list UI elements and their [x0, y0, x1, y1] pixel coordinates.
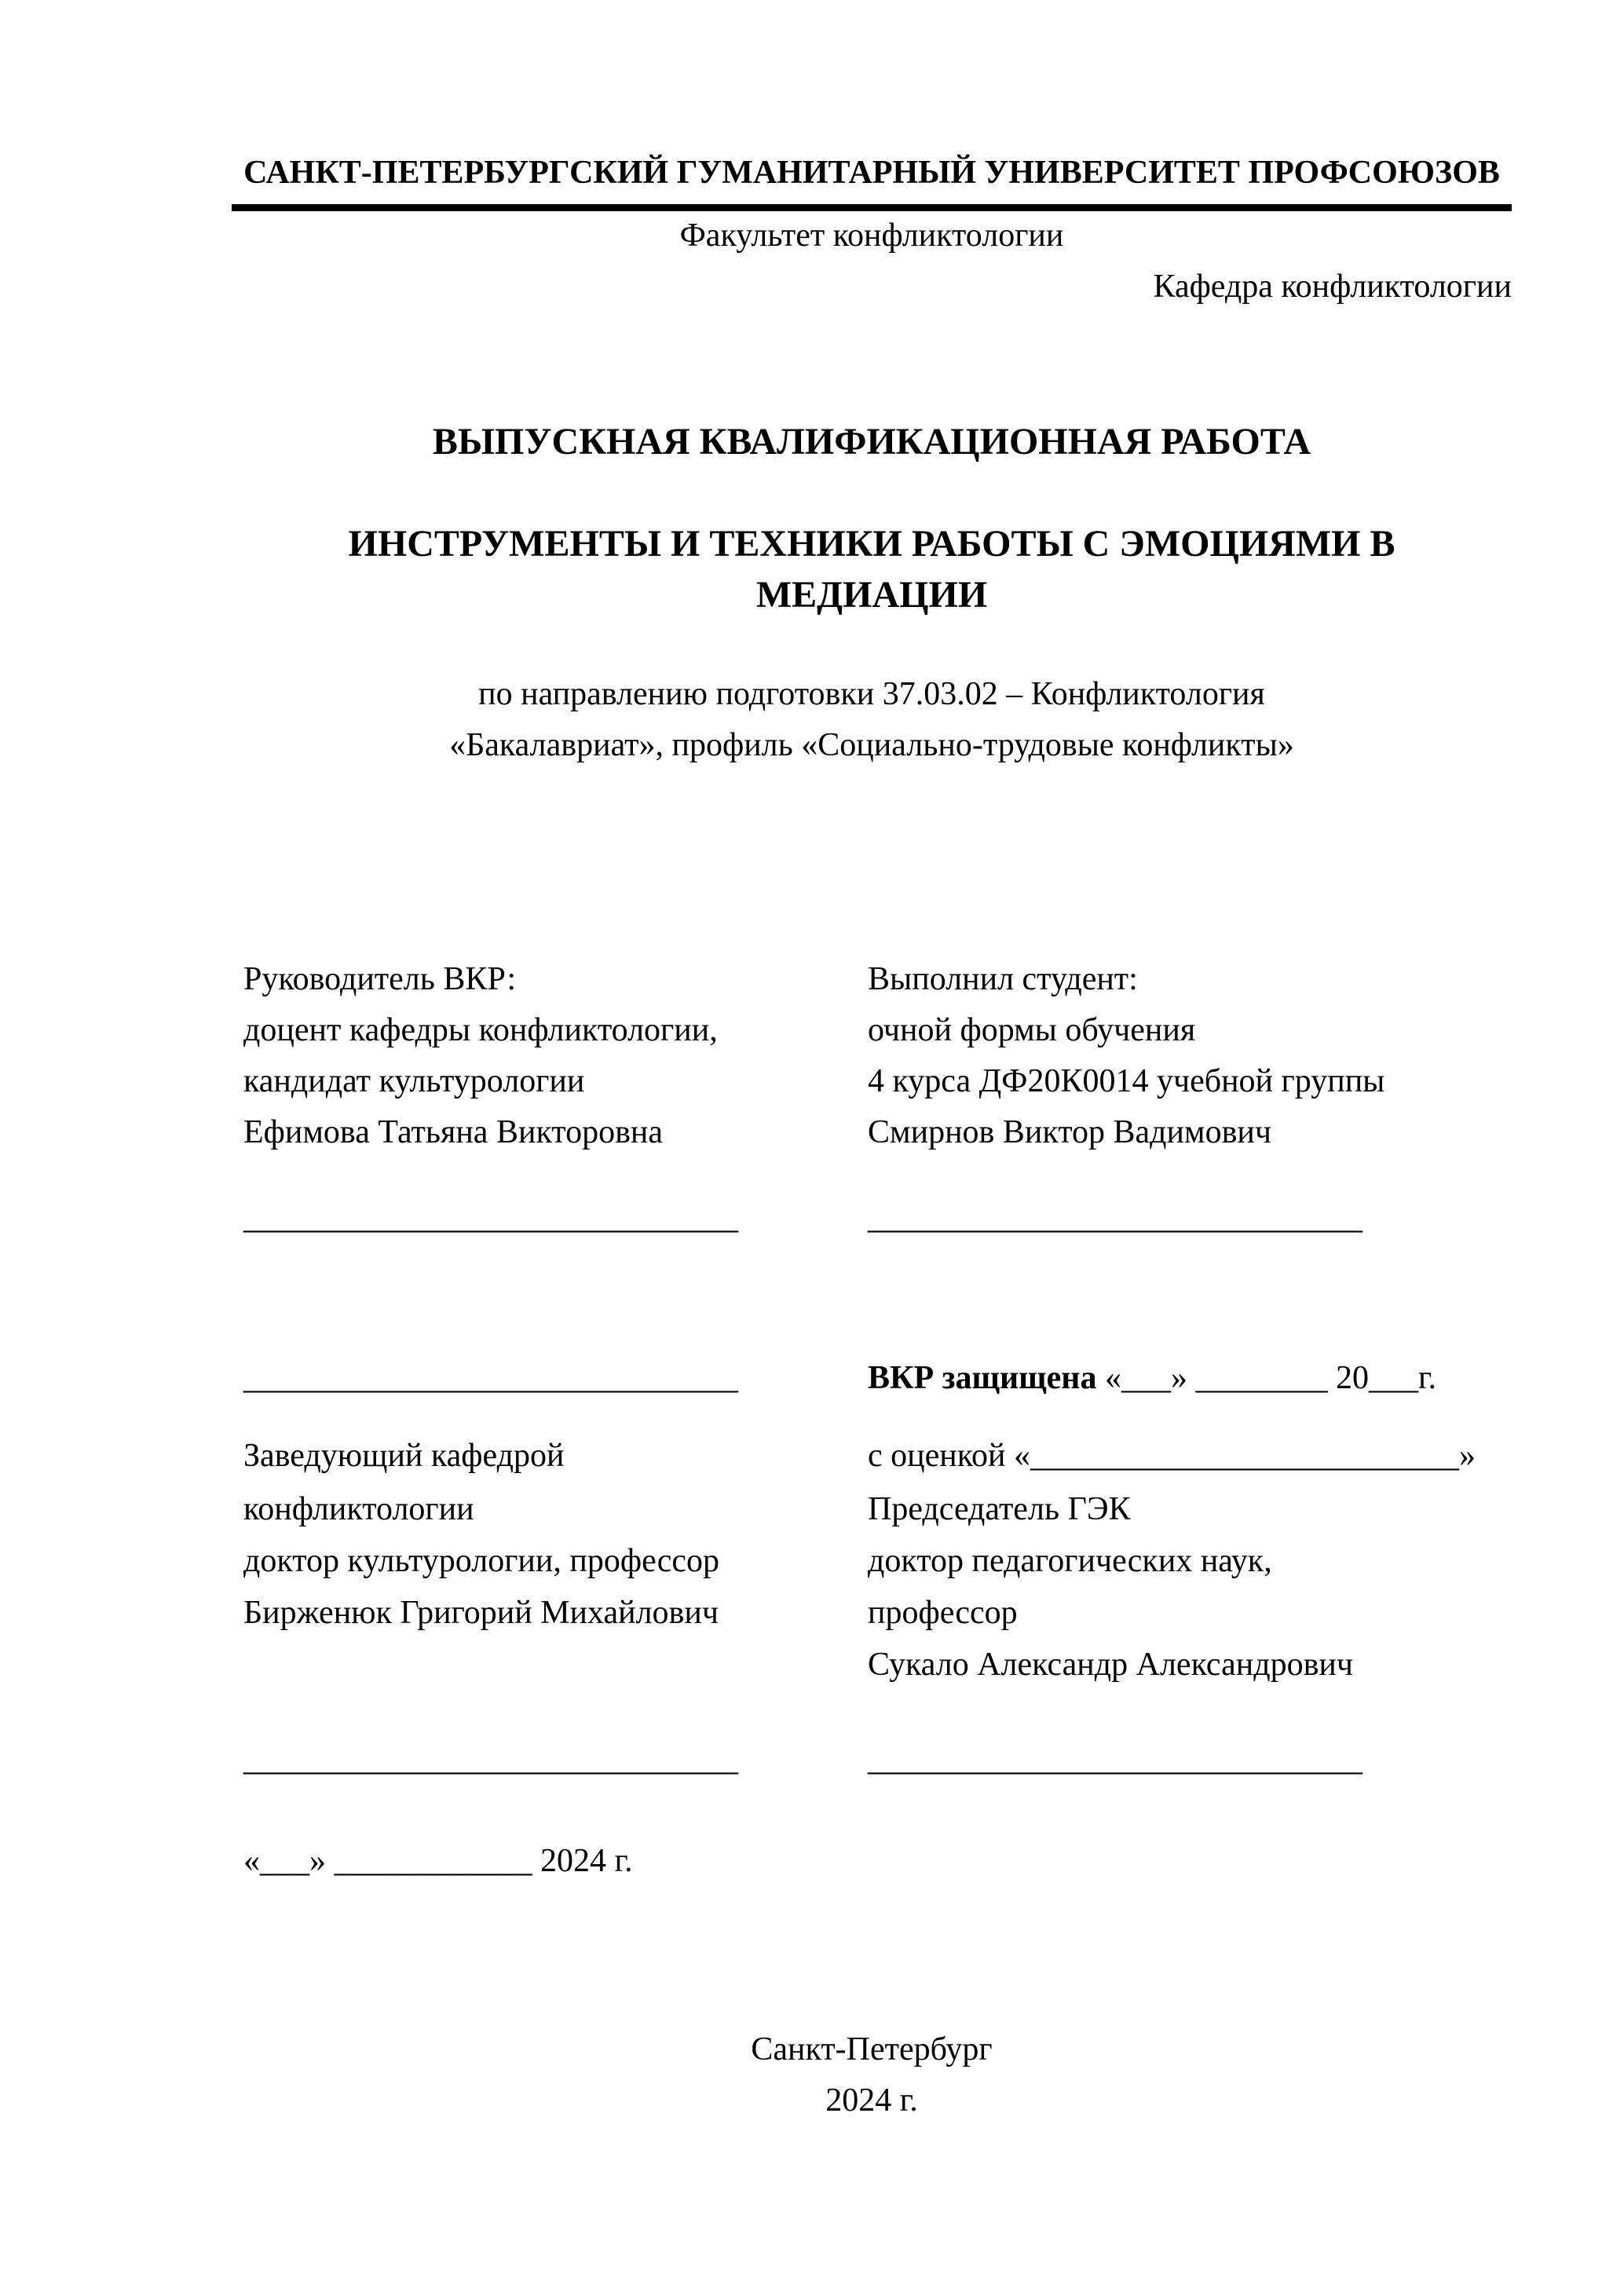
officials-row-5 — [243, 1640, 1508, 1691]
gek-chair-name: Сукало Александр Александрович — [868, 1647, 1354, 1683]
dept-head-date-placeholder: «___» ____________ 2024 г. — [243, 1843, 633, 1879]
dept-head-degree: доктор культурологии, профессор — [243, 1543, 720, 1579]
signature-row-2 — [243, 1735, 1508, 1786]
credentials-row-1 — [243, 954, 1508, 1005]
thesis-title-line1: ИНСТРУМЕНТЫ И ТЕХНИКИ РАБОТЫ С ЭМОЦИЯМИ В — [348, 523, 1395, 565]
supervisor-label: Руководитель ВКР: — [243, 961, 517, 997]
student-label: Выполнил студент: — [868, 961, 1138, 997]
defense-row — [243, 1353, 1508, 1404]
direction-line2: «Бакалавриат», профиль «Социально-трудовые конфликты» — [449, 727, 1294, 763]
officials-row-2 — [243, 1484, 1508, 1535]
footer-year: 2024 г. — [825, 2082, 918, 2119]
department-name: Кафедра конфликтологии — [1153, 269, 1512, 305]
work-type-heading: ВЫПУСКНАЯ КВАЛИФИКАЦИОННАЯ РАБОТА — [432, 421, 1311, 462]
gek-chair-rank: профессор — [868, 1595, 1018, 1631]
supervisor-name: Ефимова Татьяна Викторовна — [243, 1114, 664, 1150]
grade-placeholder: с оценкой «__________________________» — [868, 1438, 1476, 1474]
credentials-row-3 — [243, 1056, 1508, 1107]
gek-chair-degree: доктор педагогических наук, — [868, 1543, 1272, 1579]
officials-row-4 — [243, 1588, 1508, 1639]
officials-row-1 — [243, 1431, 1508, 1482]
credentials-row-4 — [243, 1107, 1508, 1158]
thesis-title-line2: МЕДИАЦИИ — [755, 574, 988, 616]
signature-row-1 — [243, 1193, 1508, 1244]
student-study-form: очной формы обучения — [868, 1012, 1196, 1048]
university-name: САНКТ-ПЕТЕРБУРГСКИЙ ГУМАНИТАРНЫЙ УНИВЕРСИТЕТ ПРОФСОЮЗОВ — [232, 151, 1512, 211]
student-name: Смирнов Виктор Вадимович — [868, 1114, 1272, 1150]
direction-line1: по направлению подготовки 37.03.02 – Конфликтология — [478, 676, 1265, 712]
dept-head-name: Бирженюк Григорий Михайлович — [243, 1595, 719, 1631]
student-signature-line: ______________________________ — [868, 1200, 1362, 1236]
defense-statement — [868, 1353, 1436, 1404]
student-group: 4 курса ДФ20К0014 учебной группы — [868, 1063, 1385, 1099]
date-row — [243, 1836, 1508, 1887]
credentials-row-2 — [243, 1005, 1508, 1056]
supervisor-position: доцент кафедры конфликтологии, — [243, 1012, 718, 1048]
defense-label: ВКР защищена — [868, 1360, 1097, 1396]
gek-chair-label: Председатель ГЭК — [868, 1491, 1131, 1527]
defense-date-placeholder: «___» ________ 20___г. — [1096, 1360, 1436, 1396]
left-signature-line-2: ______________________________ — [243, 1360, 738, 1396]
faculty-name: Факультет конфликтологии — [679, 218, 1064, 254]
dept-head-title-line2: конфликтологии — [243, 1491, 474, 1527]
supervisor-signature-line: ______________________________ — [243, 1200, 738, 1236]
dept-head-signature-line: ______________________________ — [243, 1742, 738, 1778]
officials-row-3 — [243, 1536, 1508, 1587]
dept-head-title-line1: Заведующий кафедрой — [243, 1438, 565, 1474]
gek-chair-signature-line: ______________________________ — [868, 1742, 1362, 1778]
supervisor-degree: кандидат культурологии — [243, 1063, 585, 1099]
footer-city: Санкт-Петербург — [751, 2031, 993, 2067]
